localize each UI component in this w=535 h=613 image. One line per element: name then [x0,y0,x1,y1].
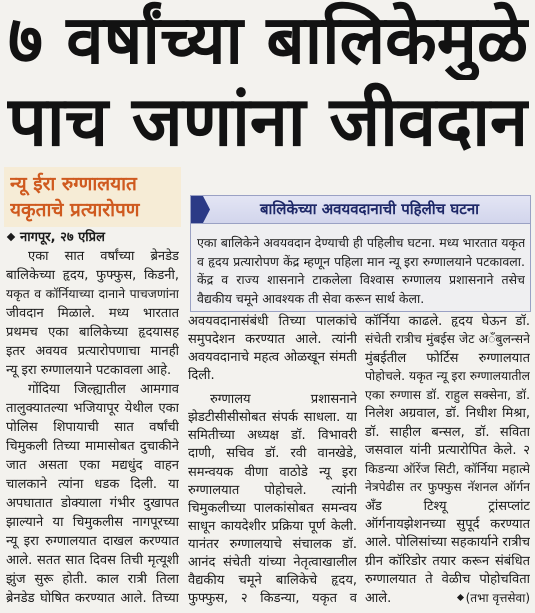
article-line: अवयवदानाचे महत्व ओळखून संमती [188,350,357,366]
article-line: पोलिस शिपायाची सात वर्षांची [6,420,179,435]
article-line: पोहोचले. यकृत न्यू इरा रुग्णालयातील [365,369,530,384]
article-line: निलेश अग्रवाल, डॉ. निधीश मिश्रा, [365,406,530,422]
article-line: बालिकेच्या हृदय, फुफ्फुस, किडनी, [6,268,179,283]
article-column-1 [6,229,179,607]
headline [7,0,529,162]
article-line: दिली. [188,368,215,384]
article-line: समन्वयक वीणा वाठोडे न्यू इरा [188,464,357,480]
article-line: ग्रीन कॉरिडोर तयार करून संबंधित [365,553,530,569]
highlight-box [190,195,531,312]
article-line: वैद्यकीय चमूने बालिकेचे हृदय, [188,572,357,588]
article-line: रुग्णालयात पोहोचले. त्यांनी [188,482,357,498]
article-line: न्यू इरा रुग्णालयात दाखल करण्यात [6,534,179,549]
article-line: न्यू इरा रुग्णालयाने पटकावला आहे. [6,363,172,378]
article-line: संचेती रात्रीच मुंबईस जेट अॅंबुलन्सने [365,332,530,347]
article-line: रुग्णालय प्रशासनाने [210,392,357,408]
headline-text: ७ वर्षांच्या बालिकेमुळे [7,1,529,79]
article-line: कॉर्निया काढले. हृदय घेऊन डॉ. [365,314,530,329]
diamond-bullet-icon [457,594,464,601]
article-column-3 [365,313,530,607]
article-line: झाल्याने या चिमुकलीस नागपूरच्या [6,515,179,530]
article-column-2 [188,313,357,607]
article-line: आले. पोलिसांच्या सहकार्याने रात्रीच [365,535,530,551]
article-line: ऑर्गनायझेशनच्या सुपूर्द करण्यात [365,516,530,532]
subheadline-line: यकृताचे प्रत्यारोपण [10,199,140,221]
article-line: मुंबईतील फोर्टिस रुग्णालयात [365,350,530,366]
article-line: दाणी, सचिव डॉ. रवी वानखेडे, [188,446,357,462]
article-line: आनंद संचेती यांच्या नेतृत्वाखालील [188,554,357,570]
article-line: रुग्णालयात ते वेळीच पोहोचविता [365,572,530,588]
article-line: चिमुकलीच्या पालकांसोबत समन्वय [188,500,357,516]
article-line: यानंतर रुग्णालयाचे संचालक डॉ. [188,536,357,552]
article-line: नेत्रपेढीस तर फुफ्फुस नॅशनल ऑर्गन [365,480,530,495]
highlight-box-body [197,234,525,307]
headline-line [7,0,529,80]
article-line: जीवदान मिळाले. मध्य भारतात [6,306,179,321]
article-line: अपघातात डोक्याला गंभीर दुखापत [6,496,179,511]
article-line: किडन्या ऑरेंज सिटी, कॉर्निया महात्मे [365,461,530,476]
article-line: साधून कायदेशीर प्रक्रिया पूर्ण केली. [188,518,357,534]
arrow-marker-icon [191,196,211,223]
dateline [6,229,179,246]
article-line: चिमुकली तिच्या मामासोबत दुचाकीने [6,439,179,454]
article-line: अवयवदानासंबंधी तिच्या पालकांचे [188,314,357,329]
article-line: एका सात वर्षांच्या ब्रेनडेड [28,249,179,264]
article-line: यकृत व कॉर्नियाच्या दानाने पाचजणांना [6,287,179,301]
diamond-bullet-icon [7,232,15,240]
article-line: इतर अवयव प्रत्यारोपणाचा मानही [6,344,179,359]
credit-text: (तभा वृत्तसेवा) [465,591,530,605]
article-line: चालकाने त्यांना धडक दिली. या [6,477,179,492]
article-line: एका रुग्णास डॉ. राहुल सक्सेना, डॉ. [365,387,530,402]
article-line: तालुक्यातल्या भजियापूर येथील एका [6,401,179,416]
article-line: झुंज सुरू होती. काल रात्री तिला [6,572,179,587]
article-line: आले. सतत सात दिवस तिची मृत्यूशी [6,553,179,568]
subheadline [4,167,181,227]
dateline-text: नागपूर, २७ एप्रिल [20,230,105,245]
news-agency-credit [458,590,530,607]
headline-line [7,82,529,162]
headline-text: पाच जणांना जीवदान [7,82,528,162]
highlight-box-line: केंद्र व राज्य शासनाने टाकलेला विश्वास रुग्णालय प्रशासनाने तसेच [197,272,525,288]
highlight-box-line: व हृदय प्रत्यारोपण केंद्र म्हणून पहिला मान न्यू इरा रुग्णालयाने पटकावला. [197,253,525,269]
highlight-box-title-bar [191,196,530,224]
article-line: आले. [365,590,392,606]
article-line: गोंदिया जिल्ह्यातील आमगाव [28,382,179,397]
article-line: जसवाल यांनी प्रत्यारोपित केले. २ [365,443,530,459]
article-line: अँड टिश्यू ट्रांसप्लांट [365,498,530,514]
article-line: डॉ. साहील बन्सल, डॉ. सविता [365,424,530,440]
subheadline-line: न्यू ईरा रुग्णालयात [10,173,137,195]
highlight-box-title: बालिकेच्या अवयवदानाची पहिलीच घटना [259,200,480,218]
article-line: समुपदेशन करण्यात आले. त्यांनी [188,332,357,348]
article-line: झेडटीसीसीसोबत संपर्क साधला. या [188,410,357,426]
article-line: जात असता एका मद्यधुंद वाहन [6,458,179,473]
article-line: प्रथमच एका बालिकेच्या हृदयासह [6,325,179,340]
article-line: ब्रेनडेड घोषित करण्यात आले. तिच्या [6,591,179,606]
highlight-box-line: वैद्यकीय चमूने आवश्यक ती सेवा करून सार्थ केला. [197,290,425,306]
article-line: फुफ्फुस, २ किडन्या, यकृत व [188,590,357,606]
article-line: समितीच्या अध्यक्ष डॉ. विभावरी [188,428,357,444]
highlight-box-line: एका बालिकेने अवयवदान देण्याची ही पहिलीच घटना. मध्य भारतात यकृत [197,235,525,250]
